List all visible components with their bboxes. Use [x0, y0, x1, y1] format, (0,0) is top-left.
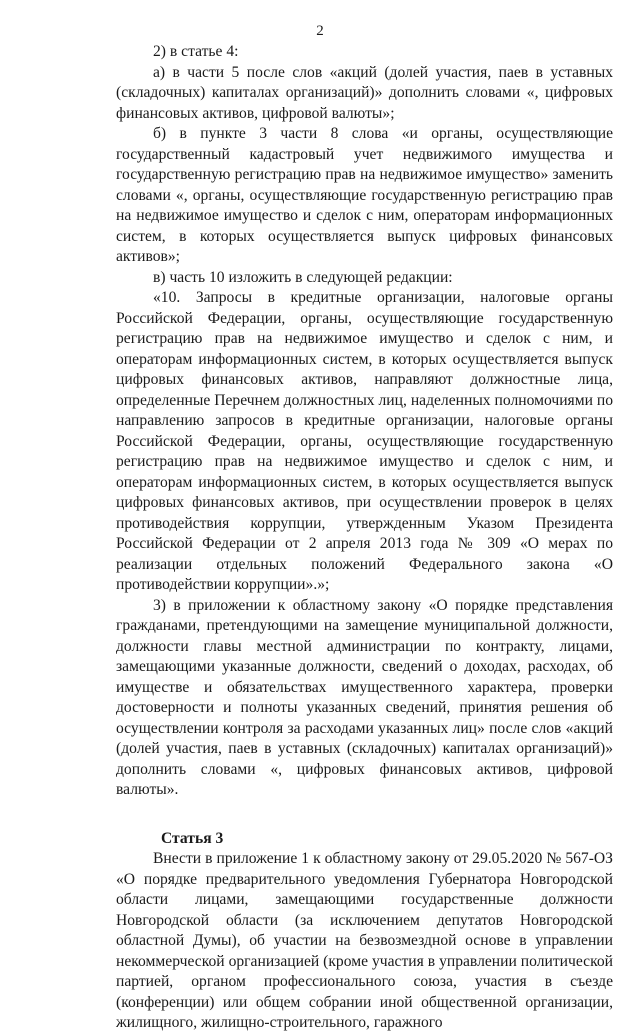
- paragraph-item-3: 3) в приложении к областному закону «О порядке представления гражданами, претендующими на замещение муниципальной должности, должности главы местной администрации по контракту, лицами, замещающими указанные должности, сведений о доходах, расходах, об имуществе и обязательствах имущественного характера, проверки достоверности и полноты указанных сведений, принятия решения об осуществлении контроля за расходами указанных лиц» после слов «акций (долей участия, паев в уставных (складочных) капиталах организаций)» дополнить словами «, цифровых финансовых активов, цифровой валюты».: [116, 596, 613, 798]
- document-body: [116, 42, 613, 1034]
- section-heading-article-3: Статья 3: [161, 829, 224, 847]
- page-number: 2: [316, 23, 324, 39]
- paragraph-article-4-intro: 2) в статье 4:: [153, 43, 239, 60]
- paragraph-part-10: «10. Запросы в кредитные организации, налоговые органы Российской Федерации, органы, осуществляющие государственную регистрацию прав на недвижимое имущество и сделок с ним, и операторам информационных систем, в которых осуществляется выпуск цифровых финансовых активов, направляют должностные лица, определенные Перечнем должностных лиц, наделенных полномочиями по направлению запросов в кредитные организации, налоговые органы Российской Федерации, органы, осуществляющие государственную регистрацию прав на недвижимое имущество и сделок с ним, и операторам информационных систем, в которых осуществляется выпуск цифровых финансовых активов, при осуществлении проверок в целях противодействия коррупции, утвержденным Указом Президента Российской Федерации от 2 апреля 2013 года № 309 «О мерах по реализации отдельных положений Федерального закона «О противодействии коррупции».»;: [116, 289, 613, 593]
- paragraph-article-3-body: Внести в приложение 1 к областному закону от 29.05.2020 № 567-ОЗ «О порядке предварительного уведомления Губернатора Новгородской области лицами, замещающими государственные должности Новгородской области (за исключением депутатов Новгородской областной Думы), об участии на безвозмездной основе в управлении некоммерческой организацией (кроме участия в управлении политической партией, органом профессионального союза, участия в съезде (конференции) или общем собрании иной общественной организации, жилищного, жилищно-строительного, гаражного: [116, 850, 613, 1031]
- paragraph-item-a: а) в части 5 после слов «акций (долей участия, паев в уставных (складочных) капиталах организаций)» дополнить словами «, цифровых финансовых активов, цифровой валюты»;: [116, 63, 613, 122]
- paragraph-item-v: в) часть 10 изложить в следующей редакции:: [153, 268, 453, 286]
- paragraph-item-b: б) в пункте 3 части 8 слова «и органы, осуществляющие государственный кадастровый учет недвижимого имущества и государственную регистрацию прав на недвижимое имущество» заменить словами «, органы, осуществляющие государственную регистрацию прав на недвижимое имущество и сделок с ним, операторам информационных систем, в которых осуществляется выпуск цифровых финансовых активов»;: [116, 125, 613, 265]
